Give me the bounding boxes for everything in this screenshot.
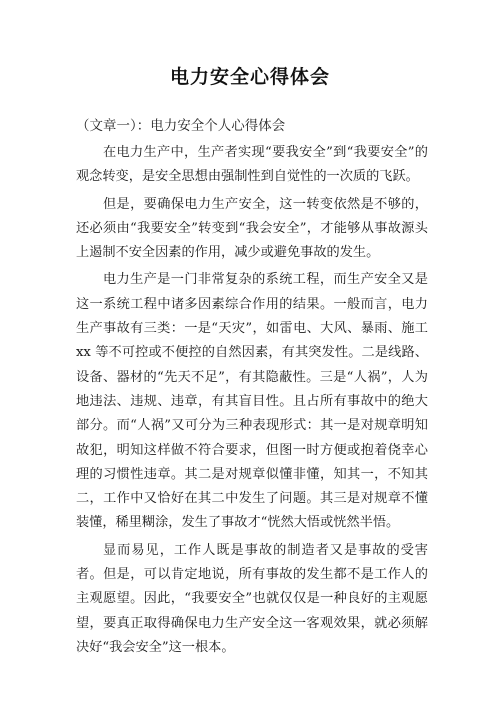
document-body [76,141,428,660]
section-heading: （文章一）：电力安全个人心得体会 [76,118,286,134]
document-title: 电力安全心得体会 [169,66,330,88]
paragraph: 在电力生产中，生产者实现“要我安全”到“我要安全”的观念转变，是安全思想由强制性到自觉性的一次质的飞跃。 [76,145,428,185]
paragraph: 显而易见，工作人既是事故的制造者又是事故的受害者。但是，可以肯定地说，所有事故的发生都不是工作人的主观愿望。因此，“我要安全”也就仅仅是一种良好的主观愿望，要真正取得确保电力生产安全这一客观效果，就必须解决好“我会安全”这一根本。 [76,542,428,655]
paragraph: 但是，要确保电力生产安全，这一转变依然是不够的，还必须由“我要安全”转变到“我会安全”，才能够从事故源头上遏制不安全因素的作用，减少或避免事故的发生。 [76,196,428,261]
paragraph: 电力生产是一门非常复杂的系统工程，而生产安全又是这一系统工程中诸多因素综合作用的结果。一般而言，电力生产事故有三类：一是“天灾”，如雷电、大风、暴雨、施工 xx 等不可控或不便控的自然因素，有其突发性。二是线路、设备、器材的“先天不足”，有其隐蔽性。三是“人祸”，人为地违法、违规、违章，有其盲目性。且占所有事故中的绝大部分。而“人祸”又可分为三种表现形式：其一是对规章明知故犯，明知这样做不符合要求，但图一时方便或抱着侥幸心理的习惯性违章。其二是对规章似懂非懂，知其一，不知其二，工作中又恰好在其二中发生了问题。其三是对规章不懂装懂，稀里糊涂，发生了事故才“恍然大悟或恍然半悟。 [76,272,428,531]
